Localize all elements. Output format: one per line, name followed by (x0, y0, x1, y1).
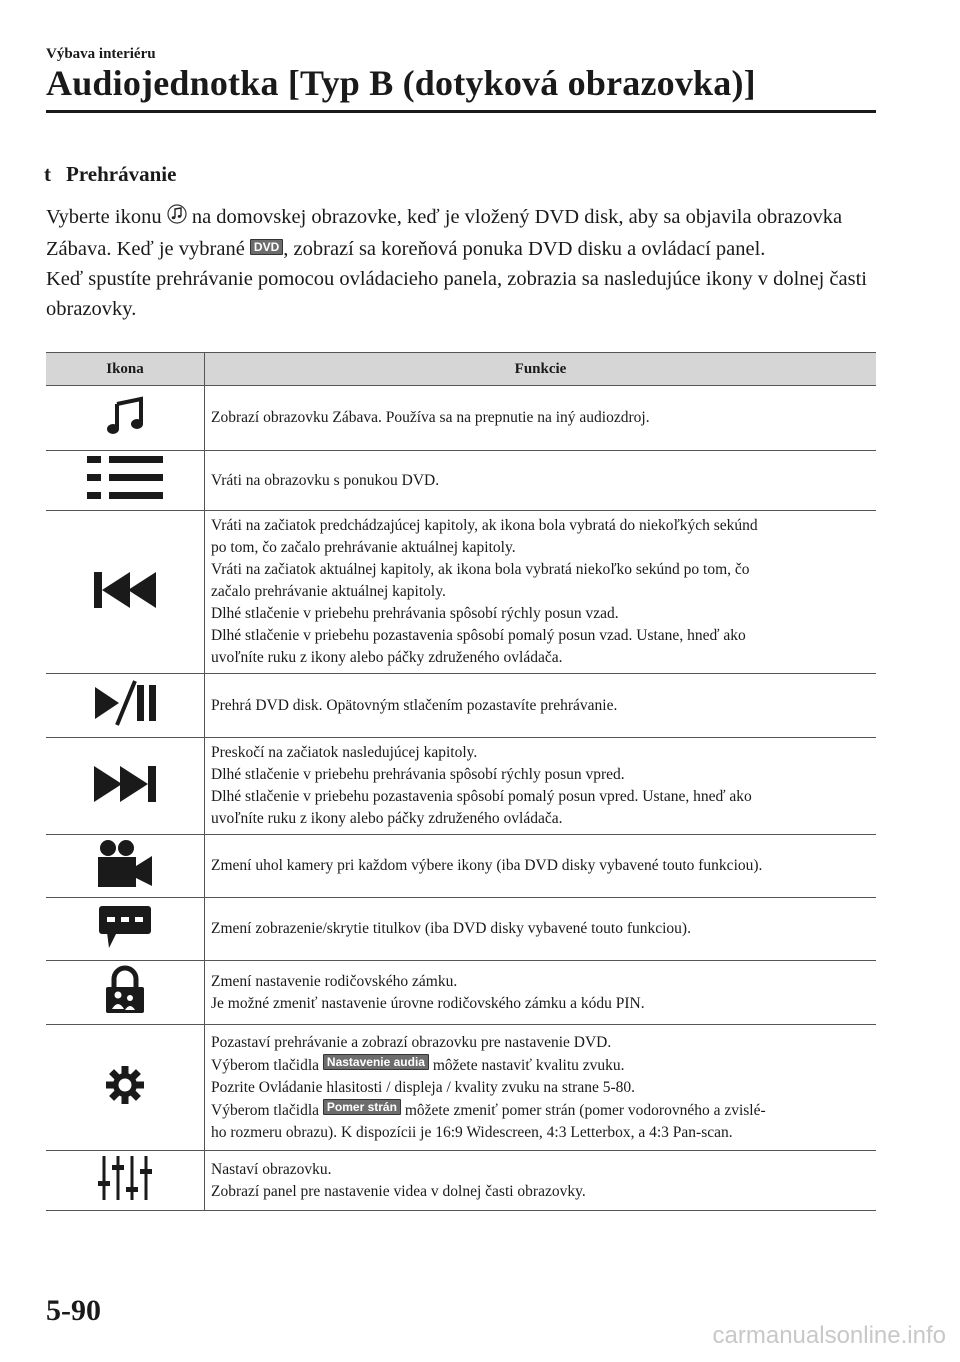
intro-text-a: Vyberte ikonu (46, 206, 167, 228)
play-pause-icon (89, 715, 161, 732)
row-desc-previous (205, 511, 877, 674)
desc-line: po tom, čo začalo prehrávanie aktuálnej kapitoly. (211, 539, 516, 556)
subsection-title: Prehrávanie (66, 162, 177, 186)
icon-function-table (46, 352, 876, 1211)
video-camera-icon (94, 877, 156, 894)
desc-fragment: Výberom tlačidla (211, 1056, 323, 1074)
desc-line: Zmení uhol kamery pri každom výbere ikony (iba DVD disky vybavené touto funkciou). (211, 857, 763, 874)
watermark: carmanualsonline.info (712, 1322, 946, 1349)
desc-line: uvoľníte ruku z ikony alebo páčky združeného ovládača. (211, 810, 563, 827)
desc-line: Je možné zmeniť nastavenie úrovne rodičovského zámku a kódu PIN. (211, 994, 645, 1012)
desc-line: Zmení nastavenie rodičovského zámku. (211, 972, 458, 990)
desc-line: Prehrá DVD disk. Opätovným stlačením pozastavíte prehrávanie. (211, 696, 618, 714)
intro-text (46, 202, 876, 324)
table-header-row (46, 353, 876, 386)
row-desc-video-adjust (205, 1151, 877, 1211)
intro-text-b: na domovskej obrazovke, keď je vložený DVD disk, aby sa objavila obrazovka Zábava. Keď je vybrané (46, 206, 843, 260)
row-desc-music (205, 386, 877, 451)
column-header-icon: Ikona (46, 353, 205, 386)
desc-line-aspect (211, 1099, 868, 1122)
subsection-marker: t (44, 162, 51, 186)
settings-gear-icon (105, 1092, 145, 1109)
subsection-heading (44, 162, 176, 187)
table-row (46, 835, 876, 898)
desc-line-audio (211, 1054, 868, 1077)
table-row (46, 674, 876, 738)
table-row (46, 1025, 876, 1151)
desc-line: Vráti na začiatok predchádzajúcej kapitoly, ak ikona bola vybratá do niekoľkých sekúnd (211, 517, 758, 534)
title-rule (46, 110, 876, 113)
column-header-function: Funkcie (205, 353, 877, 386)
dvd-button-chip: DVD (250, 239, 283, 255)
music-note-icon (103, 425, 147, 442)
desc-line: Nastaví obrazovku. (211, 1160, 332, 1178)
row-desc-camera (205, 835, 877, 898)
desc-fragment: Výberom tlačidla (211, 1101, 323, 1119)
desc-line: Dlhé stlačenie v priebehu pozastavenia spôsobí pomalý posun vzad. Ustane, hneď ako (211, 627, 746, 644)
audio-settings-button-chip: Nastavenie audia (323, 1054, 429, 1070)
row-desc-play-pause (205, 674, 877, 738)
desc-line: Preskočí na začiatok nasledujúcej kapitoly. (211, 744, 478, 761)
page-title: Audiojednotka [Typ B (dotyková obrazovka)] (46, 63, 756, 103)
desc-line: uvoľníte ruku z ikony alebo páčky združeného ovládača. (211, 649, 563, 666)
page-number: 5-90 (46, 1294, 101, 1327)
previous-track-icon (92, 599, 158, 616)
next-track-icon (92, 793, 158, 810)
intro-paragraph-2: Keď spustíte prehrávanie pomocou ovládacieho panela, zobrazia sa nasledujúce ikony v dolnej časti obrazovky. (46, 267, 868, 320)
row-desc-list (205, 451, 877, 511)
intro-paragraph-1 (46, 202, 876, 264)
list-menu-icon (85, 490, 165, 507)
row-desc-settings (205, 1025, 877, 1151)
row-desc-next (205, 738, 877, 835)
section-label: Výbava interiéru (46, 46, 156, 62)
desc-fragment: môžete zmeniť pomer strán (pomer vodorovného a zvislé- (400, 1101, 766, 1119)
row-desc-lock (205, 961, 877, 1025)
table-row (46, 1151, 876, 1211)
desc-line: Zmení zobrazenie/skrytie titulkov (iba DVD disky vybavené touto funkciou). (211, 920, 691, 937)
table-row (46, 738, 876, 835)
table-row (46, 511, 876, 674)
table-row (46, 451, 876, 511)
parental-lock-icon (102, 1002, 148, 1019)
desc-line: Vráti na obrazovku s ponukou DVD. (211, 471, 440, 489)
desc-line: Zobrazí obrazovku Zábava. Používa sa na prepnutie na iný audiozdroj. (211, 409, 650, 426)
aspect-ratio-button-chip: Pomer strán (323, 1099, 401, 1115)
table-row (46, 898, 876, 961)
desc-line: Dlhé stlačenie v priebehu pozastavenia spôsobí pomalý posun vpred. Ustane, hneď ako (211, 788, 752, 805)
entertainment-note-icon (167, 203, 187, 234)
table-row (46, 961, 876, 1025)
row-desc-subtitles (205, 898, 877, 961)
equalizer-sliders-icon (98, 1190, 152, 1207)
desc-line: Dlhé stlačenie v priebehu prehrávania spôsobí rýchly posun vpred. (211, 766, 625, 783)
table-row (46, 386, 876, 451)
desc-line: Zobrazí panel pre nastavenie videa v dolnej časti obrazovky. (211, 1182, 586, 1200)
desc-line: začalo prehrávanie aktuálnej kapitoly. (211, 583, 446, 600)
intro-text-c: , zobrazí sa koreňová ponuka DVD disku a ovládací panel. (283, 237, 766, 260)
subtitles-icon (95, 939, 155, 956)
desc-fragment: môžete nastaviť kvalitu zvuku. (428, 1056, 625, 1074)
desc-line: Dlhé stlačenie v priebehu prehrávania spôsobí rýchly posun vzad. (211, 605, 619, 622)
desc-line: Vráti na začiatok aktuálnej kapitoly, ak ikona bola vybratá niekoľko sekúnd po tom, čo (211, 561, 750, 578)
desc-line: Pozrite Ovládanie hlasitosti / displeja / kvality zvuku na strane 5-80. (211, 1078, 636, 1096)
desc-line: ho rozmeru obrazu). K dispozícii je 16:9 Widescreen, 4:3 Letterbox, a 4:3 Pan-scan. (211, 1123, 733, 1141)
desc-line: Pozastaví prehrávanie a zobrazí obrazovku pre nastavenie DVD. (211, 1033, 612, 1051)
